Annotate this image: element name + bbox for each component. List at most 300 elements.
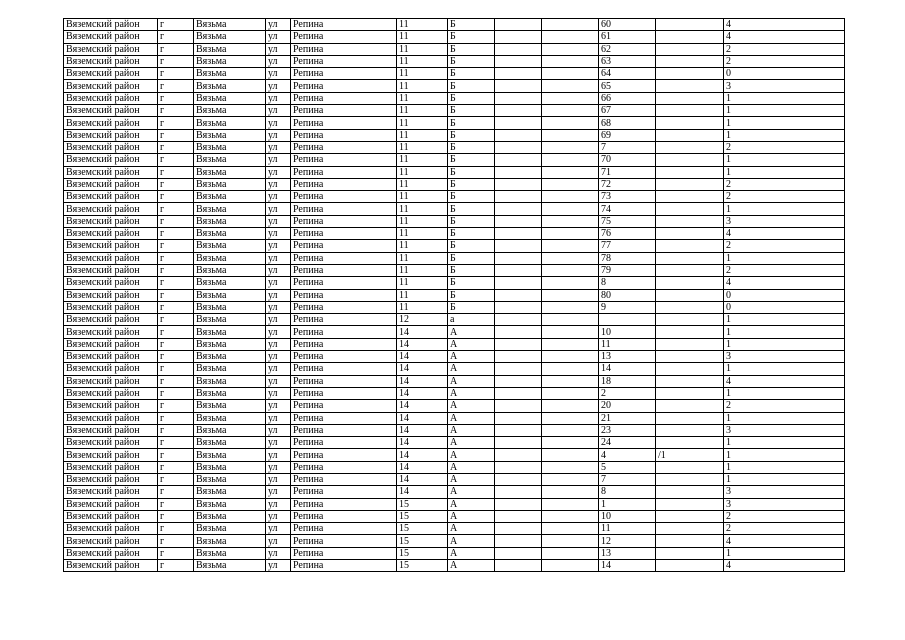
cell-building: А	[448, 412, 495, 424]
cell-street-type: ул	[266, 55, 291, 67]
cell-house: 14	[397, 326, 448, 338]
table-row	[64, 326, 845, 338]
cell-fraction	[656, 31, 724, 43]
cell-fraction	[656, 437, 724, 449]
cell-col9	[542, 375, 599, 387]
cell-col9	[542, 338, 599, 350]
table-row	[64, 449, 845, 461]
cell-street: Репина	[291, 535, 397, 547]
cell-street: Репина	[291, 498, 397, 510]
cell-street-type: ул	[266, 486, 291, 498]
cell-building: А	[448, 375, 495, 387]
cell-settlement: Вязьма	[194, 252, 266, 264]
cell-col9	[542, 560, 599, 572]
cell-settlement: Вязьма	[194, 178, 266, 190]
cell-house: 14	[397, 486, 448, 498]
cell-house: 15	[397, 547, 448, 559]
cell-house: 11	[397, 117, 448, 129]
cell-settlement-type: г	[158, 289, 194, 301]
cell-house: 11	[397, 240, 448, 252]
cell-building: Б	[448, 129, 495, 141]
cell-fraction	[656, 338, 724, 350]
cell-street: Репина	[291, 191, 397, 203]
cell-col8	[495, 473, 542, 485]
cell-street: Репина	[291, 314, 397, 326]
cell-col9	[542, 547, 599, 559]
cell-district: Вяземский район	[64, 141, 158, 153]
cell-street-type: ул	[266, 400, 291, 412]
cell-street: Репина	[291, 264, 397, 276]
cell-count: 3	[724, 80, 845, 92]
cell-col9	[542, 31, 599, 43]
cell-count: 1	[724, 314, 845, 326]
cell-settlement-type: г	[158, 535, 194, 547]
cell-district: Вяземский район	[64, 215, 158, 227]
cell-settlement-type: г	[158, 326, 194, 338]
cell-building: А	[448, 461, 495, 473]
cell-settlement-type: г	[158, 68, 194, 80]
cell-house: 14	[397, 461, 448, 473]
cell-col8	[495, 240, 542, 252]
cell-street: Репина	[291, 547, 397, 559]
cell-street-type: ул	[266, 449, 291, 461]
cell-fraction	[656, 277, 724, 289]
cell-apartment: 7	[599, 141, 656, 153]
cell-street: Репина	[291, 560, 397, 572]
cell-col8	[495, 424, 542, 436]
cell-col8	[495, 412, 542, 424]
cell-count: 0	[724, 289, 845, 301]
cell-street: Репина	[291, 80, 397, 92]
cell-settlement-type: г	[158, 486, 194, 498]
cell-fraction: /1	[656, 449, 724, 461]
cell-street: Репина	[291, 510, 397, 522]
cell-apartment: 78	[599, 252, 656, 264]
table-body	[64, 19, 845, 572]
cell-building: Б	[448, 277, 495, 289]
cell-settlement: Вязьма	[194, 68, 266, 80]
cell-building: Б	[448, 43, 495, 55]
cell-street-type: ул	[266, 289, 291, 301]
cell-building: А	[448, 486, 495, 498]
cell-street: Репина	[291, 326, 397, 338]
cell-building: А	[448, 338, 495, 350]
cell-house: 11	[397, 228, 448, 240]
cell-col8	[495, 289, 542, 301]
cell-street-type: ул	[266, 215, 291, 227]
cell-district: Вяземский район	[64, 437, 158, 449]
cell-settlement-type: г	[158, 240, 194, 252]
cell-street: Репина	[291, 289, 397, 301]
cell-col8	[495, 326, 542, 338]
cell-street-type: ул	[266, 31, 291, 43]
cell-col9	[542, 351, 599, 363]
cell-fraction	[656, 510, 724, 522]
cell-fraction	[656, 363, 724, 375]
cell-street-type: ул	[266, 117, 291, 129]
cell-col9	[542, 215, 599, 227]
cell-street: Репина	[291, 55, 397, 67]
cell-col9	[542, 314, 599, 326]
cell-district: Вяземский район	[64, 80, 158, 92]
cell-house: 11	[397, 55, 448, 67]
cell-col8	[495, 351, 542, 363]
cell-fraction	[656, 55, 724, 67]
cell-settlement: Вязьма	[194, 424, 266, 436]
cell-street-type: ул	[266, 523, 291, 535]
cell-apartment: 8	[599, 486, 656, 498]
cell-street-type: ул	[266, 19, 291, 31]
cell-house: 11	[397, 92, 448, 104]
cell-settlement-type: г	[158, 178, 194, 190]
cell-col8	[495, 117, 542, 129]
cell-col8	[495, 449, 542, 461]
cell-settlement-type: г	[158, 252, 194, 264]
cell-fraction	[656, 424, 724, 436]
cell-apartment: 13	[599, 547, 656, 559]
cell-settlement-type: г	[158, 498, 194, 510]
cell-district: Вяземский район	[64, 326, 158, 338]
cell-settlement-type: г	[158, 547, 194, 559]
table-row	[64, 375, 845, 387]
cell-settlement-type: г	[158, 105, 194, 117]
cell-house: 11	[397, 19, 448, 31]
cell-apartment: 76	[599, 228, 656, 240]
cell-col8	[495, 486, 542, 498]
cell-house: 14	[397, 412, 448, 424]
cell-settlement-type: г	[158, 473, 194, 485]
cell-street-type: ул	[266, 277, 291, 289]
cell-col8	[495, 178, 542, 190]
cell-col9	[542, 510, 599, 522]
table-row	[64, 252, 845, 264]
cell-settlement-type: г	[158, 277, 194, 289]
cell-street-type: ул	[266, 203, 291, 215]
cell-apartment: 65	[599, 80, 656, 92]
cell-fraction	[656, 351, 724, 363]
cell-settlement-type: г	[158, 351, 194, 363]
cell-settlement: Вязьма	[194, 412, 266, 424]
cell-fraction	[656, 473, 724, 485]
cell-col9	[542, 486, 599, 498]
cell-settlement-type: г	[158, 43, 194, 55]
cell-settlement-type: г	[158, 264, 194, 276]
cell-settlement-type: г	[158, 80, 194, 92]
cell-street: Репина	[291, 141, 397, 153]
cell-apartment: 73	[599, 191, 656, 203]
cell-building: А	[448, 473, 495, 485]
cell-settlement-type: г	[158, 31, 194, 43]
cell-apartment: 68	[599, 117, 656, 129]
cell-col8	[495, 80, 542, 92]
cell-apartment: 61	[599, 31, 656, 43]
cell-building: А	[448, 424, 495, 436]
cell-count: 2	[724, 240, 845, 252]
cell-col8	[495, 375, 542, 387]
cell-col9	[542, 68, 599, 80]
cell-building: Б	[448, 92, 495, 104]
cell-settlement: Вязьма	[194, 486, 266, 498]
cell-district: Вяземский район	[64, 252, 158, 264]
cell-col8	[495, 141, 542, 153]
cell-col8	[495, 510, 542, 522]
cell-district: Вяземский район	[64, 19, 158, 31]
cell-building: Б	[448, 117, 495, 129]
cell-settlement-type: г	[158, 301, 194, 313]
cell-settlement: Вязьма	[194, 105, 266, 117]
cell-district: Вяземский район	[64, 387, 158, 399]
cell-fraction	[656, 154, 724, 166]
table-row	[64, 547, 845, 559]
cell-district: Вяземский район	[64, 523, 158, 535]
cell-settlement-type: г	[158, 523, 194, 535]
cell-street-type: ул	[266, 535, 291, 547]
cell-col9	[542, 412, 599, 424]
cell-house: 11	[397, 31, 448, 43]
cell-street: Репина	[291, 252, 397, 264]
cell-col9	[542, 498, 599, 510]
cell-fraction	[656, 498, 724, 510]
cell-street: Репина	[291, 215, 397, 227]
cell-district: Вяземский район	[64, 449, 158, 461]
table-row	[64, 277, 845, 289]
cell-street-type: ул	[266, 326, 291, 338]
cell-settlement: Вязьма	[194, 560, 266, 572]
cell-street: Репина	[291, 449, 397, 461]
cell-building: Б	[448, 252, 495, 264]
cell-street: Репина	[291, 228, 397, 240]
cell-col9	[542, 277, 599, 289]
cell-col9	[542, 191, 599, 203]
cell-apartment: 80	[599, 289, 656, 301]
cell-settlement: Вязьма	[194, 547, 266, 559]
table-row	[64, 141, 845, 153]
cell-count: 1	[724, 387, 845, 399]
table-row	[64, 498, 845, 510]
table-row	[64, 535, 845, 547]
cell-settlement: Вязьма	[194, 141, 266, 153]
cell-street-type: ул	[266, 264, 291, 276]
cell-count: 1	[724, 547, 845, 559]
cell-settlement-type: г	[158, 55, 194, 67]
cell-col9	[542, 523, 599, 535]
cell-fraction	[656, 314, 724, 326]
cell-building: А	[448, 498, 495, 510]
cell-col8	[495, 264, 542, 276]
cell-settlement-type: г	[158, 510, 194, 522]
cell-street-type: ул	[266, 510, 291, 522]
cell-settlement-type: г	[158, 215, 194, 227]
cell-settlement-type: г	[158, 117, 194, 129]
cell-street: Репина	[291, 424, 397, 436]
cell-col8	[495, 387, 542, 399]
cell-street: Репина	[291, 387, 397, 399]
cell-district: Вяземский район	[64, 486, 158, 498]
cell-col9	[542, 166, 599, 178]
cell-street: Репина	[291, 375, 397, 387]
cell-street: Репина	[291, 301, 397, 313]
cell-count: 1	[724, 92, 845, 104]
cell-street: Репина	[291, 105, 397, 117]
cell-apartment: 13	[599, 351, 656, 363]
cell-street-type: ул	[266, 547, 291, 559]
cell-count: 1	[724, 437, 845, 449]
cell-street-type: ул	[266, 129, 291, 141]
cell-fraction	[656, 117, 724, 129]
cell-fraction	[656, 264, 724, 276]
cell-house: 11	[397, 277, 448, 289]
cell-district: Вяземский район	[64, 240, 158, 252]
cell-house: 11	[397, 301, 448, 313]
cell-fraction	[656, 178, 724, 190]
cell-building: А	[448, 387, 495, 399]
cell-col9	[542, 473, 599, 485]
cell-fraction	[656, 523, 724, 535]
cell-street: Репина	[291, 523, 397, 535]
cell-district: Вяземский район	[64, 105, 158, 117]
cell-house: 15	[397, 510, 448, 522]
cell-apartment: 75	[599, 215, 656, 227]
cell-count: 1	[724, 252, 845, 264]
cell-street: Репина	[291, 92, 397, 104]
cell-count: 1	[724, 363, 845, 375]
cell-count: 1	[724, 473, 845, 485]
cell-street-type: ул	[266, 498, 291, 510]
cell-fraction	[656, 19, 724, 31]
cell-col9	[542, 105, 599, 117]
address-table	[63, 18, 845, 572]
cell-house: 11	[397, 129, 448, 141]
table-row	[64, 215, 845, 227]
cell-building: А	[448, 326, 495, 338]
table-row	[64, 166, 845, 178]
cell-street-type: ул	[266, 412, 291, 424]
cell-col8	[495, 437, 542, 449]
cell-settlement-type: г	[158, 228, 194, 240]
cell-settlement-type: г	[158, 314, 194, 326]
cell-street-type: ул	[266, 461, 291, 473]
cell-district: Вяземский район	[64, 412, 158, 424]
cell-apartment: 8	[599, 277, 656, 289]
cell-building: А	[448, 535, 495, 547]
cell-apartment: 64	[599, 68, 656, 80]
cell-apartment: 20	[599, 400, 656, 412]
cell-district: Вяземский район	[64, 301, 158, 313]
cell-settlement: Вязьма	[194, 203, 266, 215]
cell-street: Репина	[291, 154, 397, 166]
cell-settlement: Вязьма	[194, 498, 266, 510]
cell-street: Репина	[291, 203, 397, 215]
cell-district: Вяземский район	[64, 55, 158, 67]
cell-building: Б	[448, 203, 495, 215]
cell-col8	[495, 400, 542, 412]
cell-settlement: Вязьма	[194, 277, 266, 289]
cell-street-type: ул	[266, 252, 291, 264]
cell-count: 4	[724, 277, 845, 289]
cell-settlement-type: г	[158, 437, 194, 449]
cell-street-type: ул	[266, 301, 291, 313]
cell-col9	[542, 449, 599, 461]
cell-house: 14	[397, 473, 448, 485]
table-row	[64, 178, 845, 190]
cell-building: Б	[448, 264, 495, 276]
cell-apartment: 10	[599, 510, 656, 522]
cell-col9	[542, 289, 599, 301]
cell-settlement: Вязьма	[194, 80, 266, 92]
cell-count: 1	[724, 166, 845, 178]
cell-house: 14	[397, 400, 448, 412]
cell-house: 11	[397, 215, 448, 227]
cell-apartment: 2	[599, 387, 656, 399]
cell-street-type: ул	[266, 191, 291, 203]
cell-street: Репина	[291, 473, 397, 485]
cell-district: Вяземский район	[64, 375, 158, 387]
cell-col8	[495, 277, 542, 289]
cell-col8	[495, 228, 542, 240]
cell-col9	[542, 535, 599, 547]
cell-apartment: 21	[599, 412, 656, 424]
cell-col9	[542, 129, 599, 141]
cell-building: А	[448, 351, 495, 363]
cell-fraction	[656, 240, 724, 252]
cell-house: 14	[397, 375, 448, 387]
cell-count: 3	[724, 498, 845, 510]
cell-settlement-type: г	[158, 412, 194, 424]
table-row	[64, 338, 845, 350]
cell-street: Репина	[291, 166, 397, 178]
cell-settlement-type: г	[158, 338, 194, 350]
cell-col8	[495, 203, 542, 215]
cell-street: Репина	[291, 117, 397, 129]
cell-street-type: ул	[266, 560, 291, 572]
cell-street-type: ул	[266, 105, 291, 117]
cell-col8	[495, 560, 542, 572]
cell-street: Репина	[291, 68, 397, 80]
cell-apartment: 14	[599, 560, 656, 572]
cell-district: Вяземский район	[64, 129, 158, 141]
cell-fraction	[656, 326, 724, 338]
cell-col8	[495, 43, 542, 55]
cell-count: 3	[724, 486, 845, 498]
cell-apartment: 11	[599, 338, 656, 350]
cell-apartment: 14	[599, 363, 656, 375]
table-row	[64, 473, 845, 485]
cell-col8	[495, 523, 542, 535]
table-row	[64, 129, 845, 141]
cell-district: Вяземский район	[64, 203, 158, 215]
cell-count: 2	[724, 264, 845, 276]
cell-street: Репина	[291, 31, 397, 43]
cell-settlement: Вязьма	[194, 31, 266, 43]
table-row	[64, 68, 845, 80]
cell-house: 15	[397, 535, 448, 547]
cell-apartment: 79	[599, 264, 656, 276]
cell-street: Репина	[291, 129, 397, 141]
cell-settlement: Вязьма	[194, 215, 266, 227]
cell-apartment: 69	[599, 129, 656, 141]
cell-col8	[495, 547, 542, 559]
cell-building: Б	[448, 55, 495, 67]
cell-district: Вяземский район	[64, 178, 158, 190]
cell-building: Б	[448, 31, 495, 43]
cell-settlement: Вязьма	[194, 523, 266, 535]
cell-fraction	[656, 400, 724, 412]
table-row	[64, 80, 845, 92]
table-row	[64, 19, 845, 31]
cell-street-type: ул	[266, 228, 291, 240]
cell-col9	[542, 424, 599, 436]
cell-fraction	[656, 203, 724, 215]
